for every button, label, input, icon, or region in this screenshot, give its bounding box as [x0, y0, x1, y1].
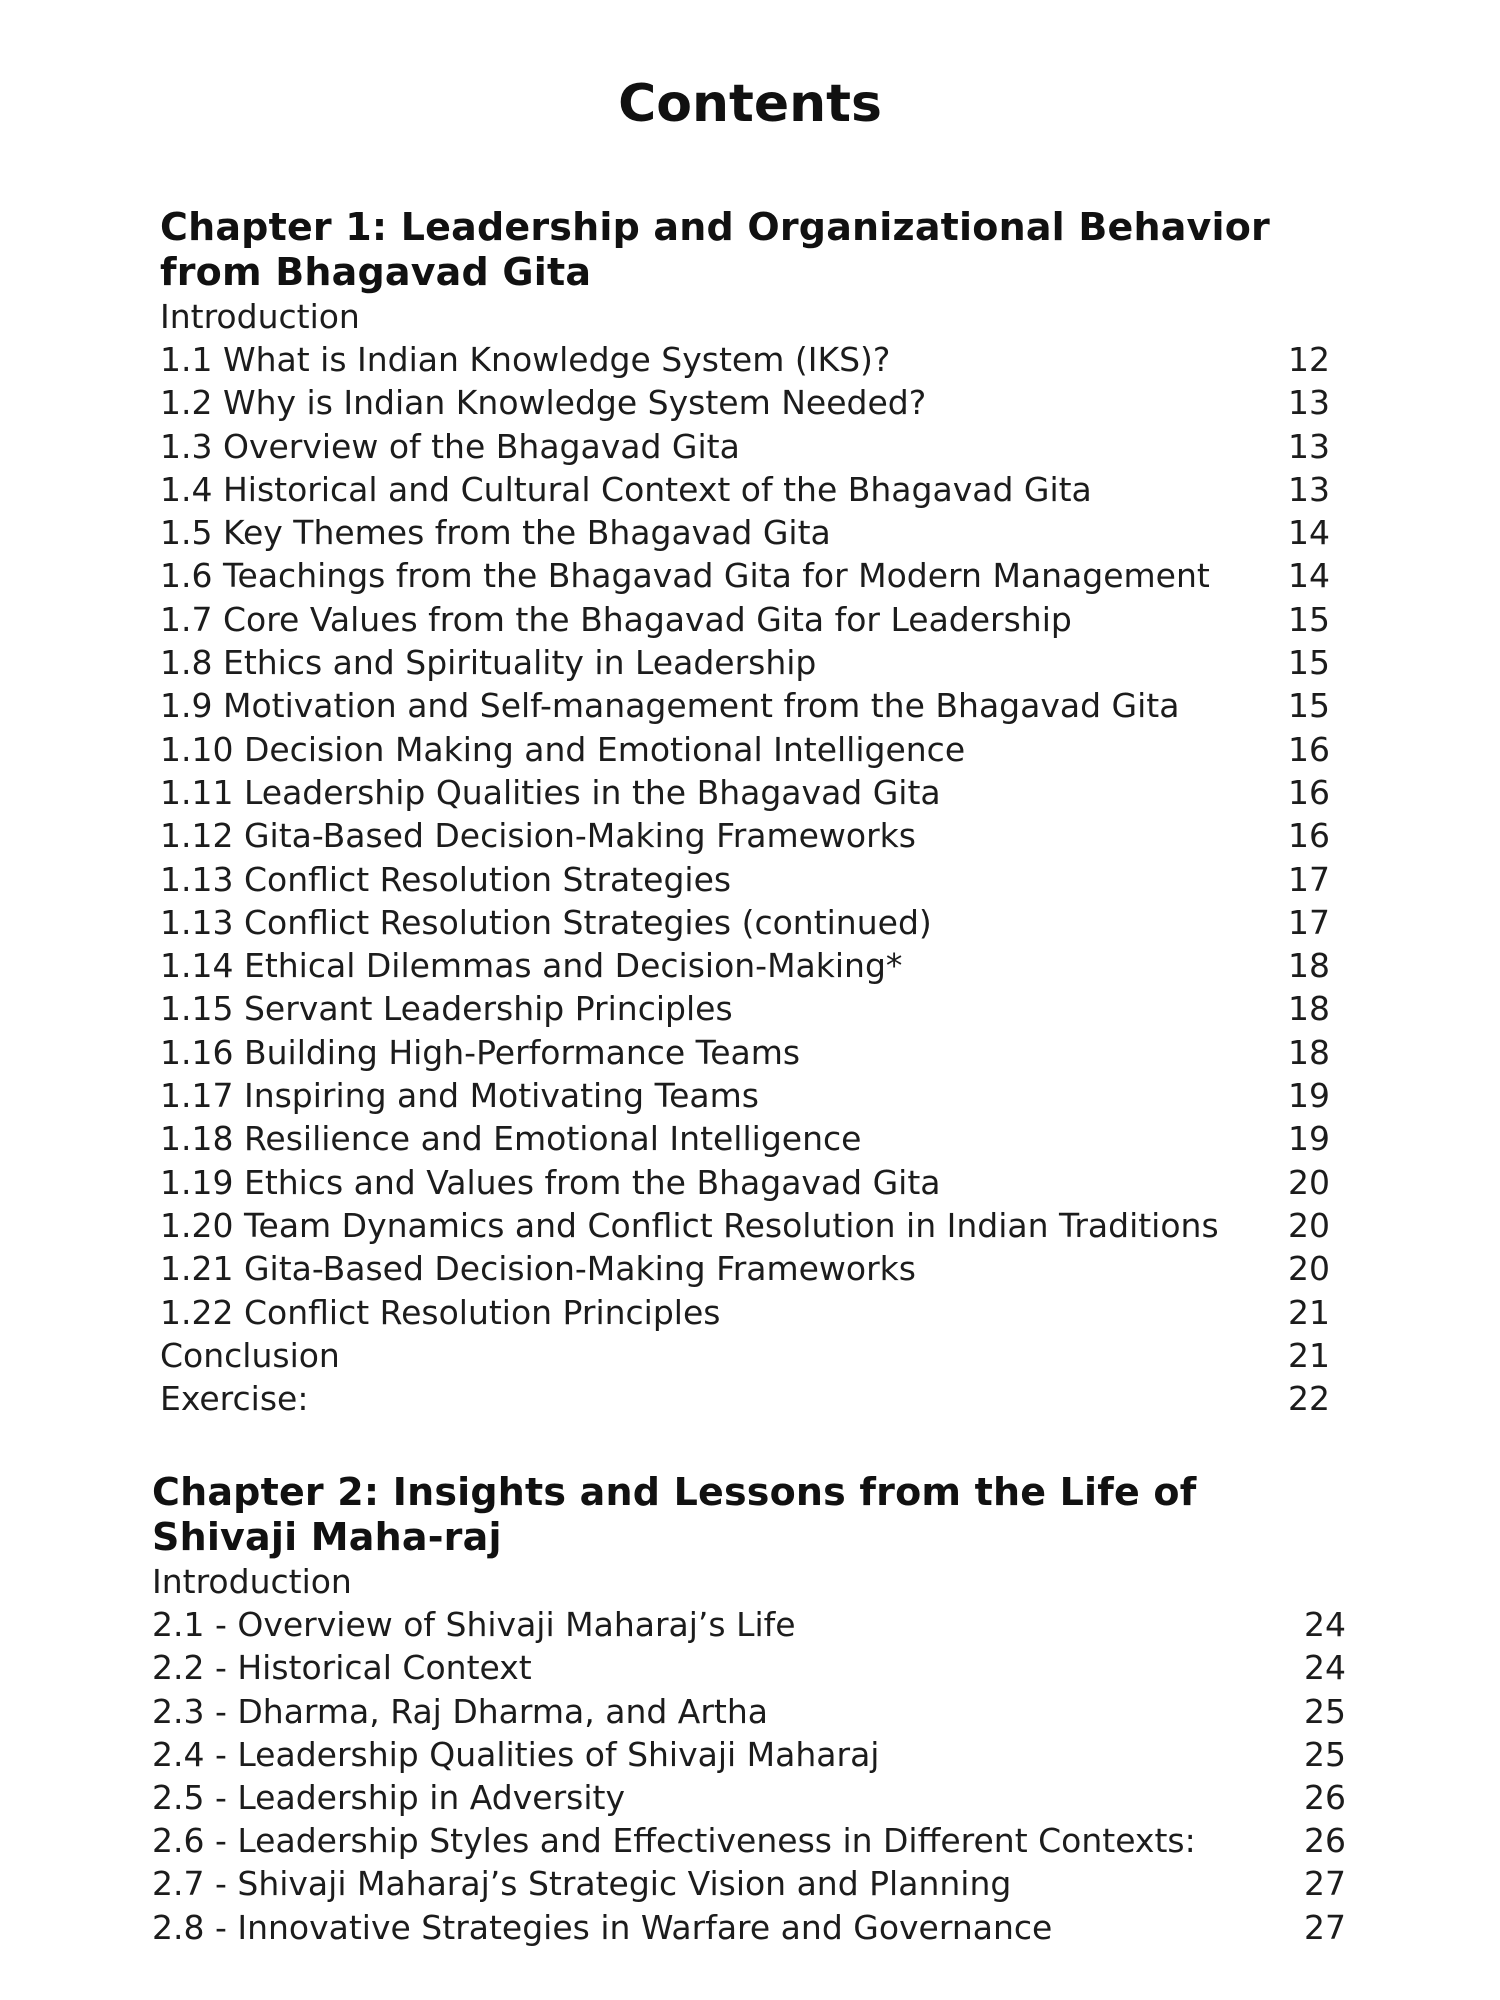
toc-entry-row[interactable] — [160, 1204, 1330, 1247]
toc-page-number: 22 — [1288, 1379, 1330, 1419]
toc-entry-row[interactable] — [152, 1603, 1346, 1646]
toc-page-number: 19 — [1288, 1119, 1330, 1159]
toc-page-number: 19 — [1288, 1076, 1330, 1116]
toc-entry-label: 1.7 Core Values from the Bhagavad Gita for Leadership — [160, 599, 1072, 639]
toc-entry-label: 2.8 - Innovative Strategies in Warfare and Governance — [152, 1907, 1053, 1947]
toc-entry-label: Introduction — [160, 297, 360, 336]
toc-entry-row[interactable] — [160, 771, 1330, 814]
toc-entry-row[interactable] — [160, 1074, 1330, 1117]
toc-page-number: 25 — [1304, 1691, 1346, 1731]
toc-page-number: 14 — [1288, 556, 1330, 596]
toc-entry-label: 1.8 Ethics and Spirituality in Leadership — [160, 643, 817, 683]
toc-entry-label: 1.13 Conflict Resolution Strategies — [160, 859, 732, 899]
toc-entry-row[interactable] — [160, 814, 1330, 857]
toc-page-number: 14 — [1288, 513, 1330, 553]
toc-page-number: 17 — [1288, 902, 1330, 942]
toc-page-number: 18 — [1288, 1032, 1330, 1072]
toc-entry-label: 1.12 Gita-Based Decision-Making Frameworks — [160, 816, 916, 856]
toc-entry-label: 1.20 Team Dynamics and Conflict Resolution in Indian Traditions — [160, 1205, 1219, 1245]
toc-entry-label: 1.6 Teachings from the Bhagavad Gita for Modern Management — [160, 556, 1210, 596]
toc-entry-label: 1.9 Motivation and Self-management from the Bhagavad Gita — [160, 686, 1180, 726]
toc-entry-row[interactable] — [160, 944, 1330, 987]
toc-page-number: 17 — [1288, 859, 1330, 899]
chapter-heading: Chapter 2: Insights and Lessons from the Life of Shivaji Maha-raj — [152, 1470, 1197, 1559]
toc-page-number: 12 — [1288, 340, 1330, 379]
toc-page-number: 13 — [1288, 426, 1330, 466]
toc-entry-row[interactable] — [152, 1862, 1346, 1905]
toc-entry-row[interactable] — [160, 1031, 1330, 1074]
toc-page-number: 21 — [1288, 1292, 1330, 1332]
toc-entry-label: 1.22 Conflict Resolution Principles — [160, 1292, 721, 1332]
toc-entry-row[interactable] — [160, 1247, 1330, 1290]
toc-page-number: 20 — [1288, 1249, 1330, 1289]
toc-entry-label: 1.19 Ethics and Values from the Bhagavad Gita — [160, 1162, 941, 1202]
toc-page-number: 15 — [1288, 599, 1330, 639]
toc-page-number: 24 — [1304, 1648, 1346, 1688]
toc-entry-label: 2.1 - Overview of Shivaji Maharaj’s Life — [152, 1605, 796, 1645]
toc-entry-label: 1.14 Ethical Dilemmas and Decision-Making* — [160, 946, 903, 986]
page-title: Contents — [618, 74, 882, 134]
toc-entry-row[interactable] — [160, 684, 1330, 727]
toc-page-number: 18 — [1288, 989, 1330, 1029]
toc-entry-row[interactable] — [160, 1161, 1330, 1204]
toc-entry-row[interactable] — [160, 1377, 1330, 1420]
toc-entry-row[interactable] — [152, 1690, 1346, 1733]
toc-entry-row[interactable] — [160, 987, 1330, 1030]
toc-entry-label: 2.4 - Leadership Qualities of Shivaji Maharaj — [152, 1734, 880, 1774]
chapter-1-section — [160, 205, 1360, 1420]
toc-intro-row[interactable] — [152, 1560, 1346, 1603]
toc-page-number: 26 — [1304, 1821, 1346, 1861]
toc-entry-row[interactable] — [152, 1906, 1346, 1949]
toc-entry-label: 2.5 - Leadership in Adversity — [152, 1777, 625, 1817]
toc-entry-row[interactable] — [160, 338, 1330, 381]
toc-entry-label: Conclusion — [160, 1335, 340, 1375]
toc-page-number: 13 — [1288, 469, 1330, 509]
toc-list — [152, 1603, 1352, 1949]
toc-page-number: 24 — [1304, 1605, 1346, 1645]
toc-page-number: 16 — [1288, 772, 1330, 812]
toc-page-number: 26 — [1304, 1777, 1346, 1817]
toc-entry-label: 1.5 Key Themes from the Bhagavad Gita — [160, 513, 831, 553]
toc-entry-row[interactable] — [152, 1776, 1346, 1819]
toc-entry-row[interactable] — [160, 901, 1330, 944]
toc-page-number: 15 — [1288, 643, 1330, 683]
toc-page-number: 16 — [1288, 816, 1330, 856]
toc-entry-label: 1.13 Conflict Resolution Strategies (continued) — [160, 902, 932, 942]
toc-entry-row[interactable] — [160, 641, 1330, 684]
toc-page-number: 20 — [1288, 1205, 1330, 1245]
toc-page-number: 13 — [1288, 383, 1330, 423]
toc-page-number: 27 — [1304, 1864, 1346, 1904]
toc-entry-label: 2.6 - Leadership Styles and Effectiveness in Different Contexts: — [152, 1821, 1196, 1861]
toc-entry-label: 1.2 Why is Indian Knowledge System Needed? — [160, 383, 927, 423]
toc-entry-label: 1.3 Overview of the Bhagavad Gita — [160, 426, 740, 466]
toc-entry-row[interactable] — [160, 468, 1330, 511]
toc-entry-row[interactable] — [160, 1334, 1330, 1377]
toc-page-number: 25 — [1304, 1734, 1346, 1774]
toc-entry-row[interactable] — [152, 1646, 1346, 1689]
toc-page-number: 21 — [1288, 1335, 1330, 1375]
toc-entry-row[interactable] — [160, 598, 1330, 641]
toc-entry-label: 1.21 Gita-Based Decision-Making Frameworks — [160, 1249, 916, 1289]
chapter-heading: Chapter 1: Leadership and Organizational Behavior from Bhagavad Gita — [160, 205, 1270, 294]
toc-entry-row[interactable] — [160, 728, 1330, 771]
toc-entry-row[interactable] — [152, 1819, 1346, 1862]
toc-entry-label: 2.7 - Shivaji Maharaj’s Strategic Vision and Planning — [152, 1864, 1012, 1904]
toc-entry-label: 1.18 Resilience and Emotional Intelligence — [160, 1119, 862, 1159]
toc-page-number: 16 — [1288, 729, 1330, 769]
toc-entry-label: Introduction — [152, 1562, 352, 1601]
toc-page-number: 20 — [1288, 1162, 1330, 1202]
toc-entry-row[interactable] — [160, 554, 1330, 597]
toc-entry-label: 1.15 Servant Leadership Principles — [160, 989, 733, 1029]
toc-entry-label: 2.2 - Historical Context — [152, 1648, 532, 1688]
toc-intro-row[interactable] — [160, 295, 1330, 338]
toc-entry-row[interactable] — [160, 858, 1330, 901]
toc-entry-label: 1.17 Inspiring and Motivating Teams — [160, 1076, 759, 1116]
toc-entry-label: Exercise: — [160, 1379, 309, 1419]
toc-entry-label: 1.4 Historical and Cultural Context of the Bhagavad Gita — [160, 469, 1092, 509]
toc-page-number: 15 — [1288, 686, 1330, 726]
toc-entry-label: 1.11 Leadership Qualities in the Bhagavad Gita — [160, 772, 941, 812]
chapter-2-section — [152, 1470, 1352, 1949]
toc-entry-row[interactable] — [160, 1291, 1330, 1334]
toc-entry-label: 1.1 What is Indian Knowledge System (IKS)? — [160, 340, 891, 379]
toc-page-number: 27 — [1304, 1907, 1346, 1947]
toc-page-number: 18 — [1288, 946, 1330, 986]
toc-entry-label: 1.10 Decision Making and Emotional Intelligence — [160, 729, 966, 769]
toc-entry-row[interactable] — [160, 1117, 1330, 1160]
toc-entry-row[interactable] — [152, 1733, 1346, 1776]
toc-entry-row[interactable] — [160, 511, 1330, 554]
toc-list — [160, 338, 1360, 1420]
toc-entry-label: 1.16 Building High-Performance Teams — [160, 1032, 801, 1072]
toc-entry-label: 2.3 - Dharma, Raj Dharma, and Artha — [152, 1691, 769, 1731]
toc-entry-row[interactable] — [160, 425, 1330, 468]
toc-entry-row[interactable] — [160, 381, 1330, 424]
